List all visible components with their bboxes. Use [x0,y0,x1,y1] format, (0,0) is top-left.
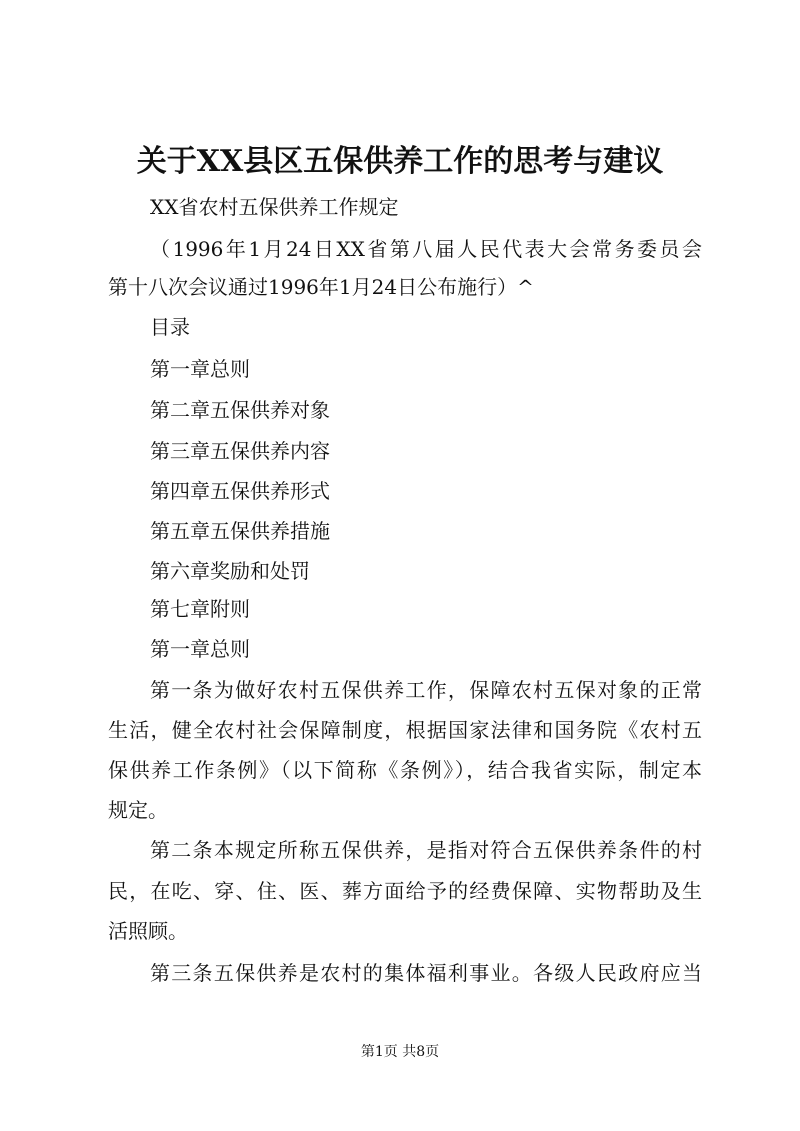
article-2-line-3: 活照顾。 [108,919,188,943]
toc-item-chapter-5: 第五章五保供养措施 [150,519,330,543]
article-1-line-1: 第一条为做好农村五保供养工作，保障农村五保对象的正常 [150,678,702,702]
page-number-footer: 第1页 共8页 [360,1044,440,1060]
toc-item-chapter-6: 第六章奖励和处罚 [150,559,310,583]
article-1-line-2: 生活，健全农村社会保障制度，根据国家法律和国务院《农村五 [108,718,702,742]
article-1-line-3: 保供养工作条例》（以下简称《条例》），结合我省实际，制定本 [108,758,702,782]
toc-item-chapter-7: 第七章附则 [150,597,250,621]
article-2-line-2: 民，在吃、穿、住、医、葬方面给予的经费保障、实物帮助及生 [108,879,702,903]
toc-item-chapter-3: 第三章五保供养内容 [150,439,330,463]
article-1-line-4: 规定。 [108,798,168,822]
chapter-1-heading: 第一章总则 [150,637,250,661]
toc-item-chapter-2: 第二章五保供养对象 [150,398,330,422]
adoption-note-line-1: （1996年1月24日XX省第八届人民代表大会常务委员会 [150,237,702,261]
toc-item-chapter-4: 第四章五保供养形式 [150,479,330,503]
document-title: 关于XX县区五保供养工作的思考与建议 [136,144,664,179]
toc-heading: 目录 [150,315,190,339]
regulation-name: XX省农村五保供养工作规定 [150,195,399,219]
article-2-line-1: 第二条本规定所称五保供养，是指对符合五保供养条件的村 [150,838,702,862]
article-3-line-1: 第三条五保供养是农村的集体福利事业。各级人民政府应当 [150,961,702,985]
toc-item-chapter-1: 第一章总则 [150,357,250,381]
adoption-note-line-2: 第十八次会议通过1996年1月24日公布施行）^ [108,275,534,299]
